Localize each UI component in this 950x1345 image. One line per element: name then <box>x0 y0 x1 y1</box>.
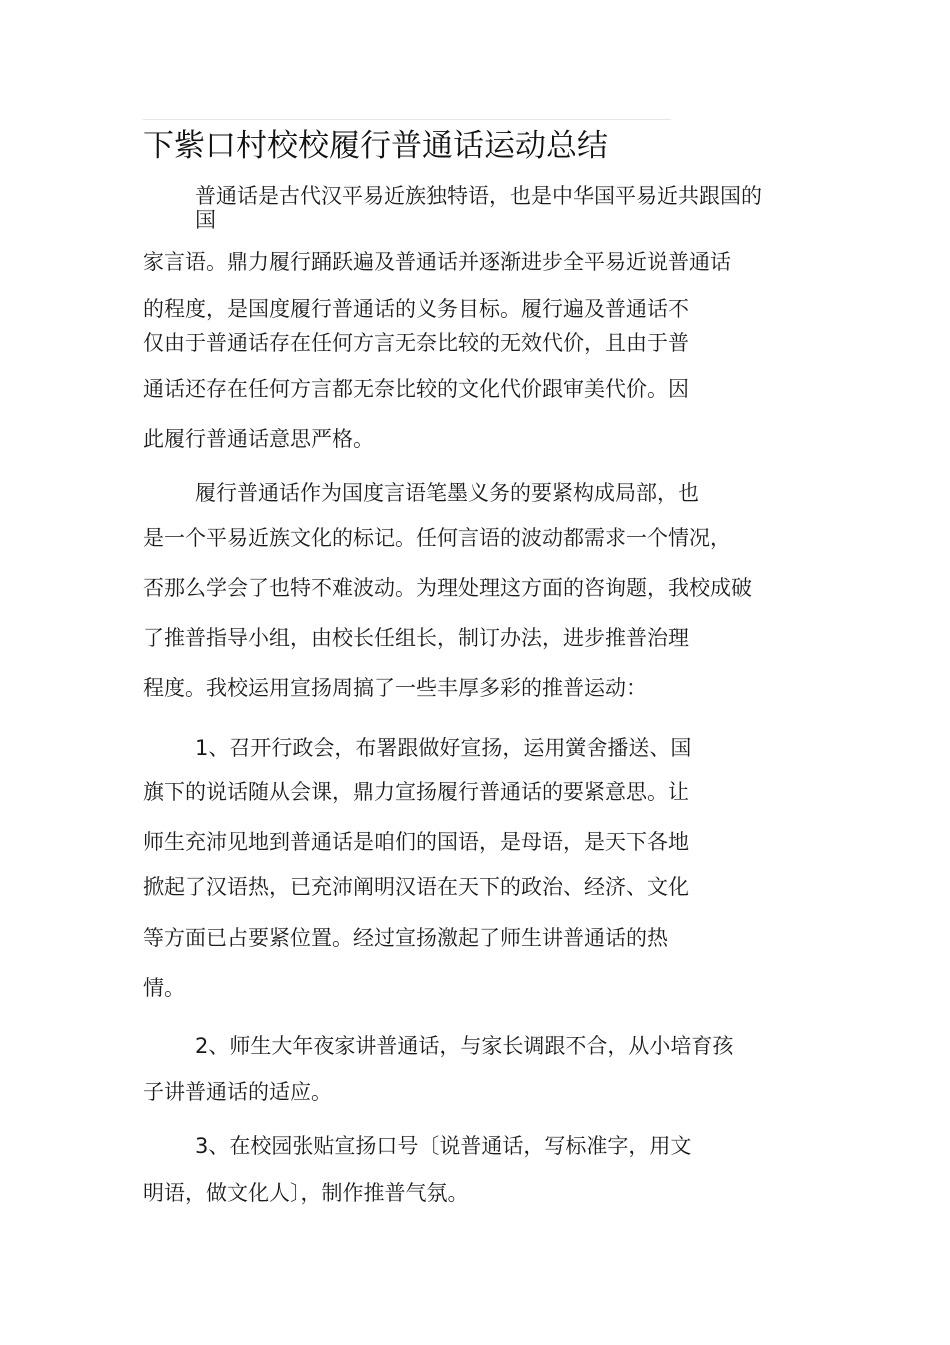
item-2-line-2: 子讲普通话的适应。 <box>143 1080 332 1104</box>
item-3-line-2: 明语，做文化人〕，制作推普气氛。 <box>143 1181 469 1205</box>
item-1-line-4: 掀起了汉语热，已充沛阐明汉语在天下的政治、经济、文化 <box>143 875 689 899</box>
item-2-line-1: 2、师生大年夜家讲普通话，与家长调跟不合，从小培育孩 <box>195 1034 734 1058</box>
paragraph-2-line-5: 程度。我校运用宣扬周搞了一些丰厚多彩的推普运动： <box>143 676 647 700</box>
paragraph-1-line-5: 仅由于普通话存在任何方言无奈比较的无效代价，且由于普 <box>143 331 689 355</box>
paragraph-1-line-7: 此履行普通话意思严格。 <box>143 427 374 451</box>
header-divider <box>143 119 671 120</box>
paragraph-1-line-4: 的程度，是国度履行普通话的义务目标。履行遍及普通话不 <box>143 297 689 321</box>
paragraph-1-line-1: 普通话是古代汉平易近族独特语，也是中华国平易近共跟国的 <box>195 184 762 208</box>
paragraph-2-line-4: 了推普指导小组，由校长任组长，制订办法，进步推普治理 <box>143 626 689 650</box>
paragraph-2-line-1: 履行普通话作为国度言语笔墨义务的要紧构成局部，也 <box>195 481 699 505</box>
paragraph-2-line-3: 否那么学会了也特不难波动。为理处理这方面的咨询题，我校成破 <box>143 576 752 600</box>
paragraph-1-line-6: 通话还存在任何方言都无奈比较的文化代价跟审美代价。因 <box>143 377 689 401</box>
item-1-line-6: 情。 <box>143 976 185 1000</box>
item-1-line-5: 等方面已占要紧位置。经过宣扬激起了师生讲普通话的热 <box>143 926 668 950</box>
item-1-line-3: 师生充沛见地到普通话是咱们的国语，是母语，是天下各地 <box>143 830 689 854</box>
item-3-line-1: 3、在校园张贴宣扬口号〔说普通话，写标准字，用文 <box>195 1134 692 1158</box>
paragraph-2-line-2: 是一个平易近族文化的标记。任何言语的波动都需求一个情况， <box>143 526 731 550</box>
paragraph-1-line-2: 国 <box>195 208 216 232</box>
document-title: 下紫口村校校履行普通话运动总结 <box>143 128 608 164</box>
item-1-line-1: 1、召开行政会，布署跟做好宣扬，运用黉舍播送、国 <box>195 736 692 760</box>
item-1-line-2: 旗下的说话随从会课，鼎力宣扬履行普通话的要紧意思。让 <box>143 780 689 804</box>
paragraph-1-line-3: 家言语。鼎力履行踊跃遍及普通话并逐渐进步全平易近说普通话 <box>143 250 731 274</box>
